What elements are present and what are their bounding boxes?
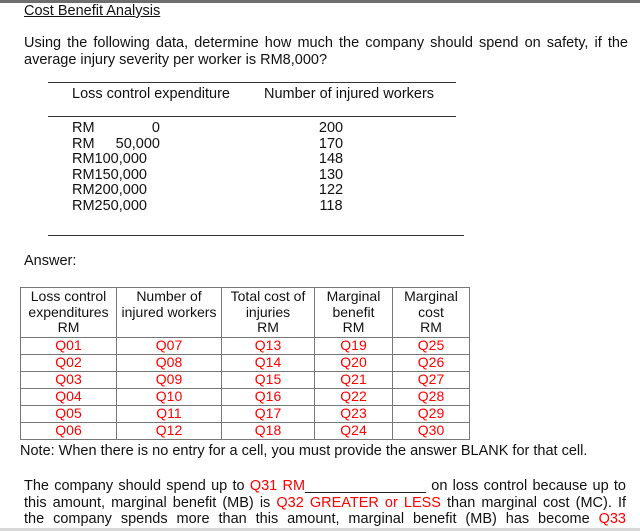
header-loss-control: Loss control expenditure: [72, 86, 230, 102]
intro-text: Using the following data, determine how much the company should spend on safety, if the average injury severity per worker is RM8,000?: [24, 35, 628, 68]
answer-cell[interactable]: Q16: [222, 388, 315, 405]
header-injured-workers: Number of injured workers: [264, 86, 435, 102]
answer-cell[interactable]: Q19: [315, 337, 393, 354]
answer-label: Answer:: [24, 253, 77, 269]
answer-cell[interactable]: Q01: [21, 337, 117, 354]
table-rule-mid: [48, 116, 456, 117]
header-total-cost: Total cost of injuries RM: [222, 288, 315, 338]
answer-cell[interactable]: Q13: [222, 337, 315, 354]
q31-label: Q31 RM: [249, 478, 306, 494]
conclusion-line-3: the company spends more than this amount, marginal benefit (MB) has become Q33: [24, 511, 626, 527]
data-row: RM 50,000: [72, 135, 160, 152]
answer-table: [20, 287, 470, 440]
data-row: RM150,000: [72, 166, 147, 183]
table-rule-bottom: [48, 235, 464, 236]
answer-cell[interactable]: Q07: [117, 337, 222, 354]
answer-cell[interactable]: Q18: [222, 422, 315, 439]
table-row: [21, 337, 470, 354]
table-row: [21, 405, 470, 422]
header-expenditures: Loss control expenditures RM: [21, 288, 117, 338]
answer-cell[interactable]: Q05: [21, 405, 117, 422]
data-row: RM250,000: [72, 197, 147, 214]
workers-value: 200: [318, 120, 344, 136]
q31-blank[interactable]: _______________: [305, 478, 426, 494]
answer-cell[interactable]: Q21: [315, 371, 393, 388]
q32-label[interactable]: Q32 GREATER or LESS: [276, 494, 441, 511]
conclusion-line-1: The company should spend up to Q31 RM_______________ on loss control because up to: [24, 478, 626, 494]
data-row: RM 0: [72, 120, 160, 136]
answer-cell[interactable]: Q11: [117, 405, 222, 422]
header-marginal-benefit: Marginal benefit RM: [315, 288, 393, 338]
answer-cell[interactable]: Q12: [117, 422, 222, 439]
workers-value: 118: [319, 197, 343, 214]
workers-value: 122: [318, 182, 344, 198]
workers-value: 130: [318, 166, 344, 183]
table-row: [21, 354, 470, 371]
answer-cell[interactable]: Q15: [222, 371, 315, 388]
workers-value: 170: [318, 135, 344, 152]
answer-cell[interactable]: Q27: [393, 371, 470, 388]
answer-cell[interactable]: Q09: [117, 371, 222, 388]
table-row: [21, 388, 470, 405]
answer-cell[interactable]: Q28: [393, 388, 470, 405]
answer-cell[interactable]: Q22: [315, 388, 393, 405]
answer-cell[interactable]: Q20: [315, 354, 393, 371]
workers-value: 148: [318, 151, 344, 167]
table-rule-top: [48, 82, 456, 83]
answer-cell[interactable]: Q03: [21, 371, 117, 388]
answer-cell[interactable]: Q02: [21, 354, 117, 371]
table-row: [21, 422, 470, 439]
answer-cell[interactable]: Q24: [315, 422, 393, 439]
answer-cell[interactable]: Q30: [393, 422, 470, 439]
q33-label[interactable]: Q33: [598, 511, 626, 527]
answer-cell[interactable]: Q08: [117, 354, 222, 371]
page-title: Cost Benefit Analysis: [24, 3, 161, 19]
answer-cell[interactable]: Q23: [315, 405, 393, 422]
data-row: RM100,000: [72, 151, 147, 167]
expenditure-column: [72, 121, 160, 214]
answer-cell[interactable]: Q06: [21, 422, 117, 439]
header-injured: Number of injured workers: [117, 288, 222, 338]
answer-header-row: [21, 288, 470, 338]
data-row: RM200,000: [72, 182, 147, 198]
table-row: [21, 371, 470, 388]
answer-cell[interactable]: Q25: [393, 337, 470, 354]
conclusion-line-2: this amount, marginal benefit (MB) is Q32 GREATER or LESS than marginal cost (MC). If: [24, 494, 627, 511]
answer-cell[interactable]: Q14: [222, 354, 315, 371]
workers-column: [311, 121, 351, 214]
conclusion-paragraph: [24, 478, 626, 528]
note-text: Note: When there is no entry for a cell, you must provide the answer BLANK for that cell.: [20, 443, 588, 459]
answer-cell[interactable]: Q26: [393, 354, 470, 371]
answer-cell[interactable]: Q04: [21, 388, 117, 405]
answer-cell[interactable]: Q17: [222, 405, 315, 422]
header-marginal-cost: Marginal cost RM: [393, 288, 470, 338]
answer-cell[interactable]: Q10: [117, 388, 222, 405]
answer-cell[interactable]: Q29: [393, 405, 470, 422]
